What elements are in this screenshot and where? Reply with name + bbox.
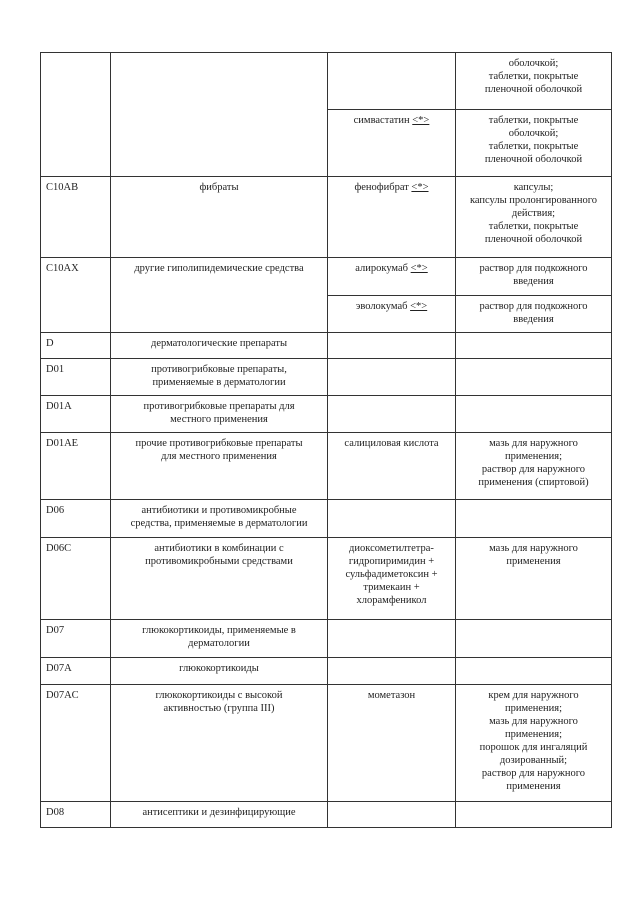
forms-cell [456,359,612,396]
footnote-link[interactable]: <*> [410,301,428,312]
footnote-link[interactable]: <*> [411,182,429,193]
footnote-link[interactable]: <*> [410,263,428,274]
forms-cell: таблетки, покрытые оболочкой; таблетки, покрытые пленочной оболочкой [456,110,612,177]
forms-cell: раствор для подкожного введения [456,258,612,296]
forms-cell [456,658,612,685]
atc-code-cell: D06 [41,500,111,538]
atc-code-cell: D01AE [41,433,111,500]
atc-code-cell: D07 [41,620,111,658]
table-row [41,333,612,359]
drug-cell [328,802,456,828]
group-cell: противогрибковые препараты для местного применения [111,396,328,433]
forms-cell [456,333,612,359]
drug-cell: эволокумаб <*> [328,296,456,333]
atc-code-cell: D [41,333,111,359]
forms-cell: раствор для подкожного введения [456,296,612,333]
drug-cell [328,333,456,359]
atc-code-cell [41,53,111,177]
table-row [41,685,612,802]
atc-code-cell: D01 [41,359,111,396]
forms-cell: мазь для наружного применения [456,538,612,620]
forms-cell [456,500,612,538]
table-row [41,396,612,433]
group-cell: антибиотики в комбинации с противомикробными средствами [111,538,328,620]
group-cell [111,53,328,177]
forms-cell: крем для наружного применения; мазь для наружного применения; порошок для ингаляций дозированный; раствор для наружного применения [456,685,612,802]
table-row [41,620,612,658]
table-row [41,177,612,258]
forms-cell [456,620,612,658]
footnote-link[interactable]: <*> [412,115,430,126]
drug-cell [328,658,456,685]
table-row [41,433,612,500]
drug-cell [328,396,456,433]
medication-table [40,52,612,828]
drug-cell: фенофибрат <*> [328,177,456,258]
group-cell: другие гиполипидемические средства [111,258,328,333]
group-cell: дерматологические препараты [111,333,328,359]
drug-cell: салициловая кислота [328,433,456,500]
drug-cell [328,53,456,110]
forms-cell: капсулы; капсулы пролонгированного действия; таблетки, покрытые пленочной оболочкой [456,177,612,258]
atc-code-cell: C10AX [41,258,111,333]
group-cell: прочие противогрибковые препараты для местного применения [111,433,328,500]
drug-cell: диоксометилтетра- гидропиримидин + сульфадиметоксин + тримекаин + хлорамфеникол [328,538,456,620]
table-row [41,802,612,828]
forms-cell [456,802,612,828]
drug-cell [328,359,456,396]
table-row [41,500,612,538]
table-row [41,658,612,685]
table-row [41,359,612,396]
group-cell: глюкокортикоиды [111,658,328,685]
forms-cell: мазь для наружного применения; раствор для наружного применения (спиртовой) [456,433,612,500]
table-row [41,538,612,620]
group-cell: фибраты [111,177,328,258]
drug-cell: симвастатин <*> [328,110,456,177]
group-cell: антисептики и дезинфицирующие [111,802,328,828]
group-cell: противогрибковые препараты, применяемые в дерматологии [111,359,328,396]
drug-cell: алирокумаб <*> [328,258,456,296]
group-cell: антибиотики и противомикробные средства, применяемые в дерматологии [111,500,328,538]
table-row [41,258,612,296]
drug-cell [328,620,456,658]
drug-cell [328,500,456,538]
atc-code-cell: D07A [41,658,111,685]
drug-cell: мометазон [328,685,456,802]
atc-code-cell: D07AC [41,685,111,802]
atc-code-cell: C10AB [41,177,111,258]
atc-code-cell: D01A [41,396,111,433]
atc-code-cell: D08 [41,802,111,828]
forms-cell: оболочкой; таблетки, покрытые пленочной оболочкой [456,53,612,110]
group-cell: глюкокортикоиды с высокой активностью (группа III) [111,685,328,802]
forms-cell [456,396,612,433]
atc-code-cell: D06C [41,538,111,620]
group-cell: глюкокортикоиды, применяемые в дерматологии [111,620,328,658]
table-row [41,53,612,110]
